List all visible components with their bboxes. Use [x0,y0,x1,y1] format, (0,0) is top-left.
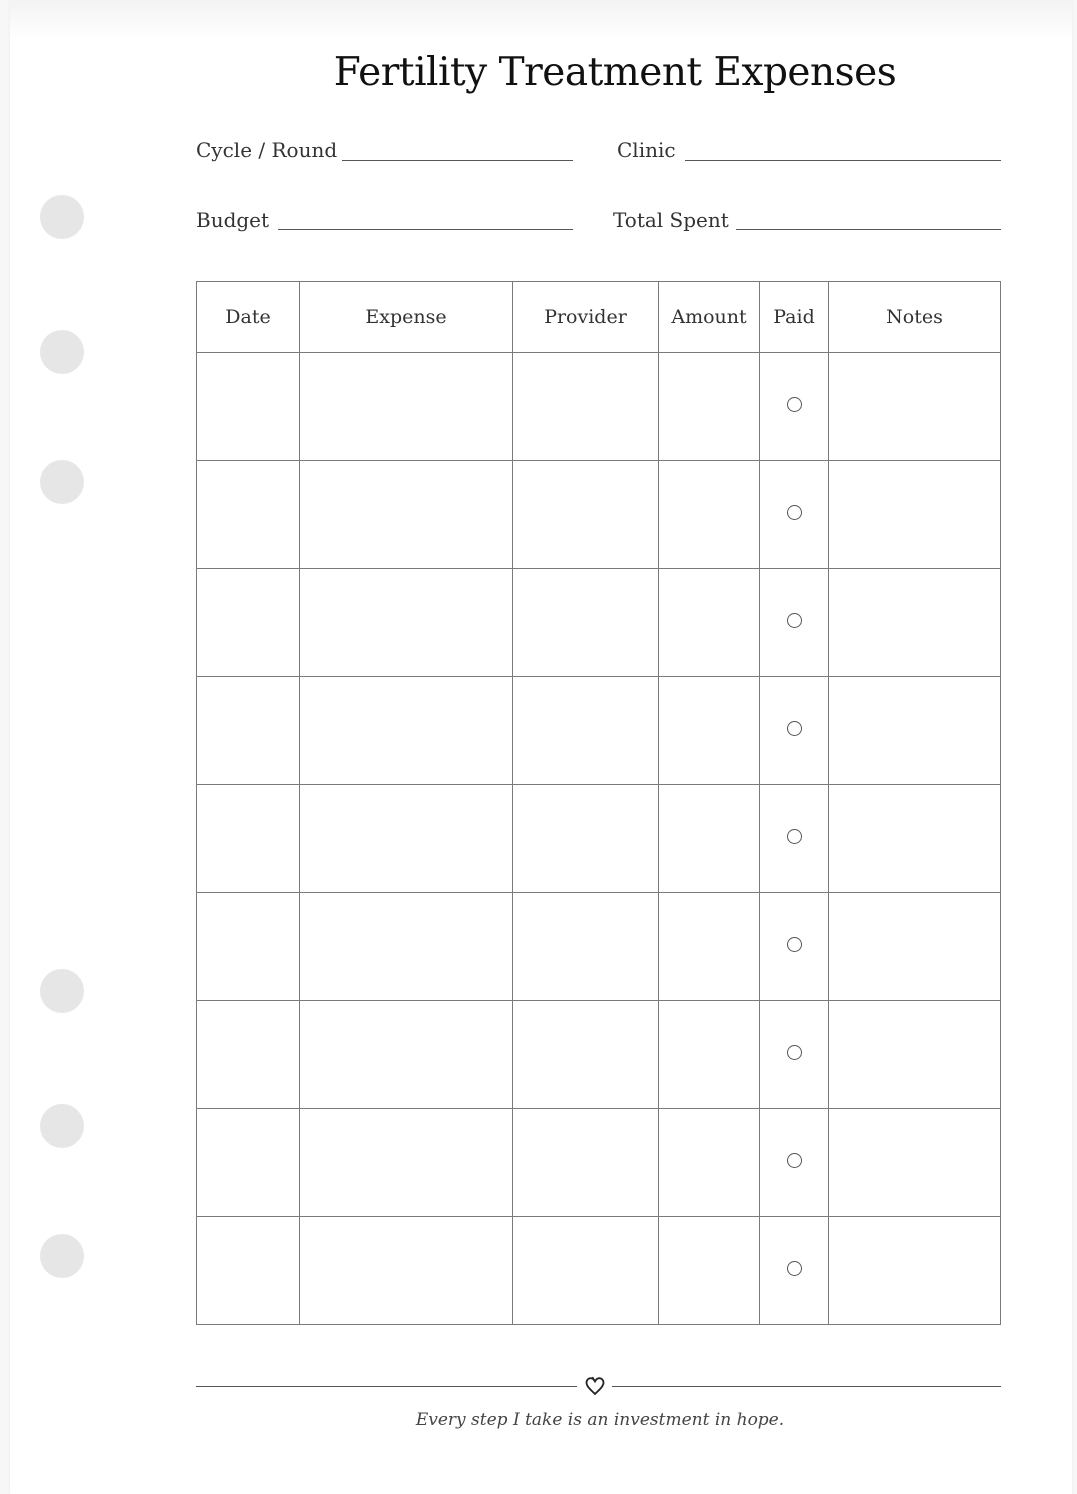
amount-cell[interactable] [659,353,760,461]
paid-cell[interactable] [760,1217,829,1325]
budget-field[interactable] [278,229,573,230]
provider-cell[interactable] [513,785,659,893]
amount-cell[interactable] [659,1217,760,1325]
header-paid: Paid [760,282,829,353]
date-cell[interactable] [197,785,300,893]
page-title: Fertility Treatment Expenses [333,50,897,95]
table-row [197,785,1001,893]
paid-circle-icon[interactable] [787,829,802,844]
provider-cell[interactable] [513,677,659,785]
notes-cell[interactable] [829,569,1001,677]
amount-cell[interactable] [659,461,760,569]
expense-table [196,281,1001,1325]
date-cell[interactable] [197,1001,300,1109]
expense-cell[interactable] [300,677,513,785]
provider-cell[interactable] [513,353,659,461]
paid-circle-icon[interactable] [787,397,802,412]
paid-circle-icon[interactable] [787,721,802,736]
notes-cell[interactable] [829,353,1001,461]
expense-cell[interactable] [300,461,513,569]
footer-divider-right [612,1386,1001,1387]
provider-cell[interactable] [513,893,659,1001]
expense-cell[interactable] [300,1109,513,1217]
amount-cell[interactable] [659,1109,760,1217]
table-body [197,353,1001,1325]
paid-circle-icon[interactable] [787,1261,802,1276]
clinic-label: Clinic [617,138,676,162]
paid-circle-icon[interactable] [787,613,802,628]
paid-cell[interactable] [760,677,829,785]
expense-cell[interactable] [300,893,513,1001]
table-row [197,1109,1001,1217]
punch-hole [40,969,84,1013]
heart-icon [583,1374,607,1398]
table-row [197,893,1001,1001]
notes-cell[interactable] [829,785,1001,893]
paid-cell[interactable] [760,569,829,677]
date-cell[interactable] [197,461,300,569]
header-amount: Amount [659,282,760,353]
paid-circle-icon[interactable] [787,937,802,952]
amount-cell[interactable] [659,569,760,677]
table-row [197,353,1001,461]
punch-hole [40,460,84,504]
table-row [197,569,1001,677]
table-row [197,677,1001,785]
paid-cell[interactable] [760,461,829,569]
paid-cell[interactable] [760,785,829,893]
header-notes: Notes [829,282,1001,353]
cycle-round-field[interactable] [342,160,573,161]
punch-hole [40,1234,84,1278]
provider-cell[interactable] [513,1217,659,1325]
expense-cell[interactable] [300,569,513,677]
paid-circle-icon[interactable] [787,505,802,520]
notes-cell[interactable] [829,893,1001,1001]
expense-cell[interactable] [300,1001,513,1109]
table-row [197,1217,1001,1325]
expense-cell[interactable] [300,353,513,461]
paid-circle-icon[interactable] [787,1153,802,1168]
date-cell[interactable] [197,569,300,677]
header-provider: Provider [513,282,659,353]
date-cell[interactable] [197,1109,300,1217]
notes-cell[interactable] [829,1001,1001,1109]
notes-cell[interactable] [829,461,1001,569]
date-cell[interactable] [197,893,300,1001]
amount-cell[interactable] [659,893,760,1001]
paid-cell[interactable] [760,1001,829,1109]
paid-cell[interactable] [760,893,829,1001]
provider-cell[interactable] [513,1109,659,1217]
header-expense: Expense [300,282,513,353]
provider-cell[interactable] [513,461,659,569]
total-spent-label: Total Spent [613,208,729,232]
date-cell[interactable] [197,353,300,461]
planner-page [10,0,1072,1494]
provider-cell[interactable] [513,569,659,677]
budget-label: Budget [196,208,270,232]
date-cell[interactable] [197,677,300,785]
table-row [197,1001,1001,1109]
punch-hole [40,330,84,374]
expense-cell[interactable] [300,1217,513,1325]
amount-cell[interactable] [659,785,760,893]
cycle-round-label: Cycle / Round [196,138,338,162]
amount-cell[interactable] [659,677,760,785]
notes-cell[interactable] [829,1109,1001,1217]
clinic-field[interactable] [685,160,1001,161]
page-top-shadow [10,0,1072,40]
notes-cell[interactable] [829,1217,1001,1325]
punch-hole [40,1104,84,1148]
expense-cell[interactable] [300,785,513,893]
paid-cell[interactable] [760,1109,829,1217]
notes-cell[interactable] [829,677,1001,785]
paid-circle-icon[interactable] [787,1045,802,1060]
punch-hole [40,195,84,239]
total-spent-field[interactable] [736,229,1001,230]
amount-cell[interactable] [659,1001,760,1109]
header-date: Date [197,282,300,353]
footer-divider-left [196,1386,577,1387]
table-header-row [197,282,1001,353]
table-row [197,461,1001,569]
date-cell[interactable] [197,1217,300,1325]
footer-quote: Every step I take is an investment in hope. [415,1410,785,1430]
provider-cell[interactable] [513,1001,659,1109]
paid-cell[interactable] [760,353,829,461]
